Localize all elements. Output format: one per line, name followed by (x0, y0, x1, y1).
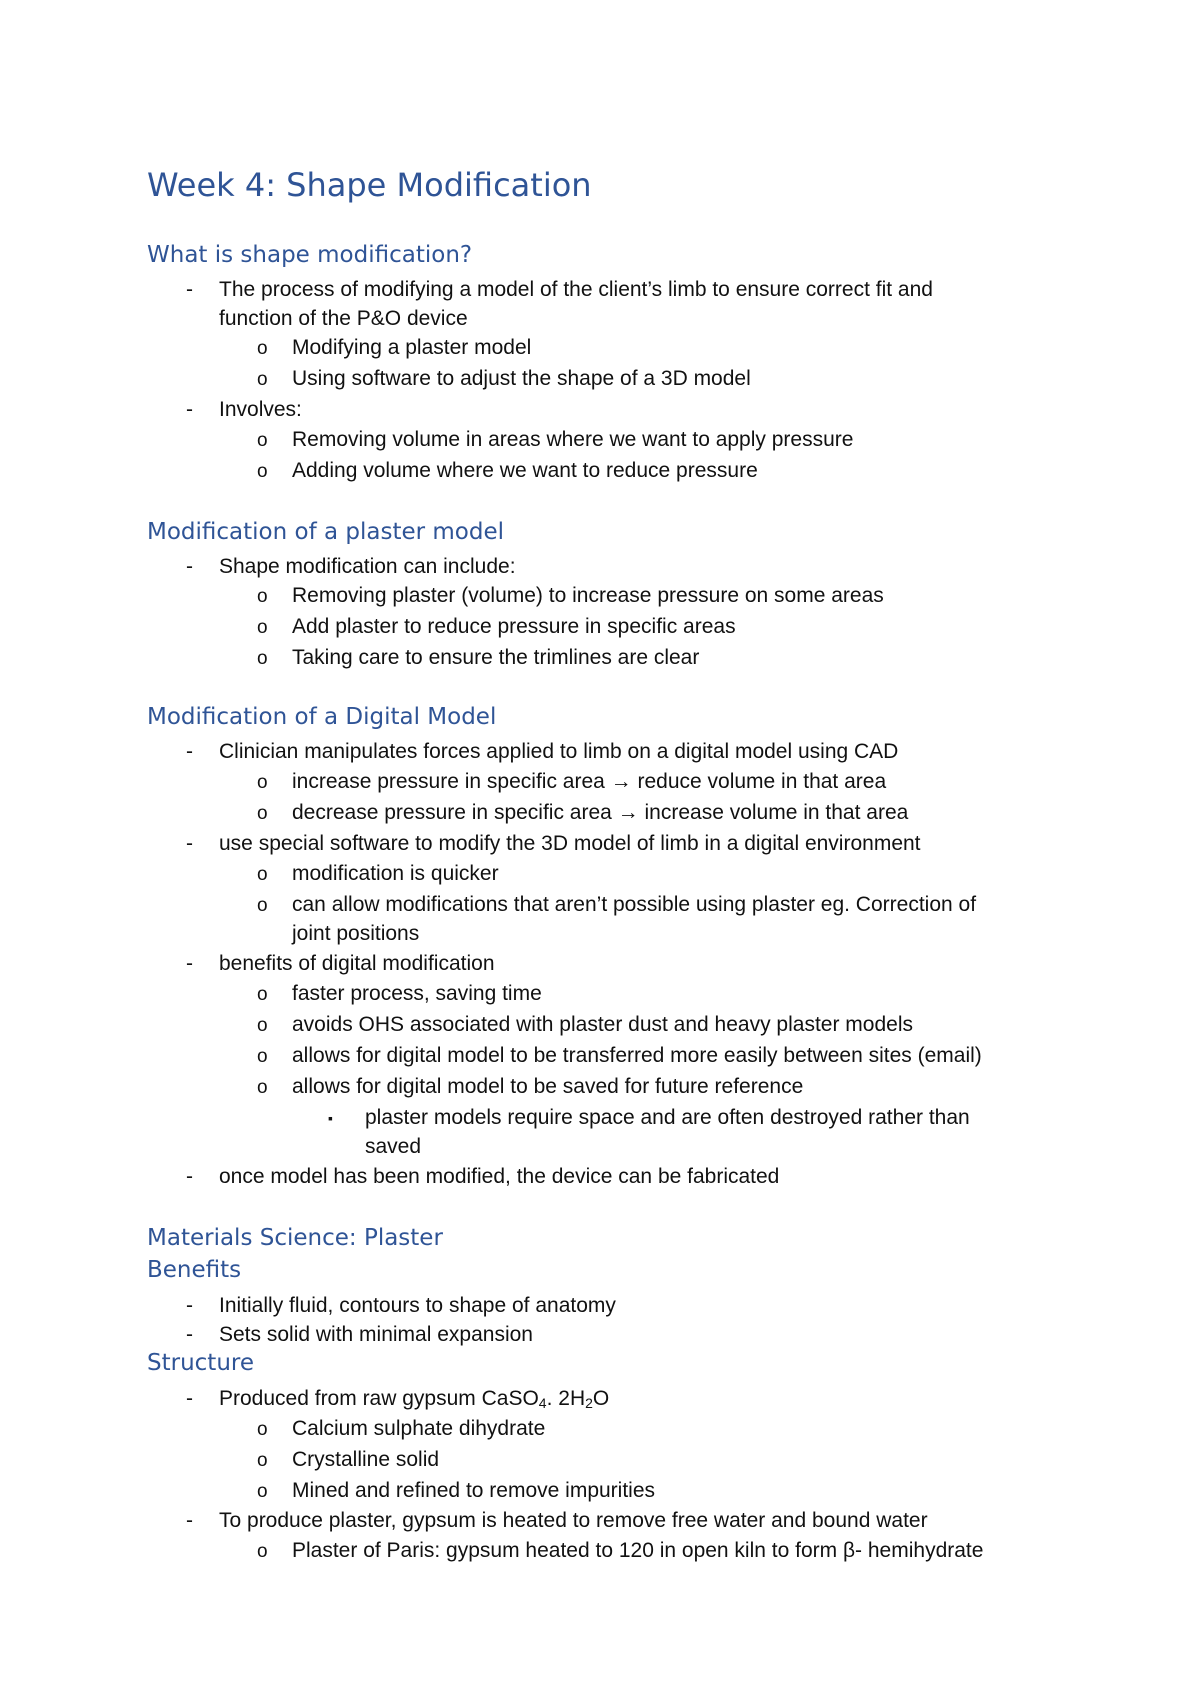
dash-bullet: - (186, 278, 193, 301)
sub-list-item: avoids OHS associated with plaster dust and heavy plaster models (292, 1013, 913, 1036)
list-item-gypsum-formula (219, 1385, 609, 1413)
circle-bullet: o (257, 338, 268, 359)
circle-bullet: o (257, 772, 268, 793)
circle-bullet: o (257, 586, 268, 607)
sub-list-item: Calcium sulphate dihydrate (292, 1417, 546, 1440)
circle-bullet: o (257, 1481, 268, 1502)
sub-list-item: Add plaster to reduce pressure in specific areas (292, 615, 736, 638)
sub-list-item: Taking care to ensure the trimlines are clear (292, 646, 700, 669)
dash-bullet: - (186, 740, 193, 763)
square-bullet: ▪ (328, 1110, 333, 1126)
sub-sub-list-item-continuation: saved (365, 1135, 422, 1158)
dash-bullet: - (186, 555, 193, 578)
subscript: 2 (585, 1395, 593, 1411)
circle-bullet: o (257, 617, 268, 638)
circle-bullet: o (257, 984, 268, 1005)
heading-structure: Structure (147, 1350, 254, 1376)
sub-list-item: can allow modifications that aren’t possible using plaster eg. Correction of (292, 893, 977, 916)
list-item: The process of modifying a model of the client’s limb to ensure correct fit and (219, 278, 933, 301)
circle-bullet: o (257, 864, 268, 885)
dash-bullet: - (186, 1165, 193, 1188)
dash-bullet: - (186, 1323, 193, 1346)
list-item: benefits of digital modification (219, 952, 495, 975)
sub-list-item: Adding volume where we want to reduce pressure (292, 459, 758, 482)
circle-bullet: o (257, 895, 268, 916)
list-item: Clinician manipulates forces applied to limb on a digital model using CAD (219, 740, 899, 763)
sub-list-item: Removing plaster (volume) to increase pressure on some areas (292, 584, 884, 607)
circle-bullet: o (257, 369, 268, 390)
sub-list-item: modification is quicker (292, 862, 499, 885)
heading-modification-digital-model: Modification of a Digital Model (147, 704, 497, 730)
sub-list-item: increase pressure in specific area → reduce volume in that area (292, 770, 887, 793)
list-item: Involves: (219, 398, 302, 421)
formula-text: O (592, 1387, 610, 1410)
sub-list-item: Mined and refined to remove impurities (292, 1479, 656, 1502)
list-item: once model has been modified, the device can be fabricated (219, 1165, 780, 1188)
formula-text: . 2H (546, 1387, 586, 1410)
sub-list-item: faster process, saving time (292, 982, 542, 1005)
heading-modification-plaster-model: Modification of a plaster model (147, 519, 505, 545)
sub-list-item-continuation: joint positions (292, 922, 420, 945)
dash-bullet: - (186, 1387, 193, 1410)
sub-list-item: Plaster of Paris: gypsum heated to 120 in open kiln to form β- hemihydrate (292, 1539, 984, 1562)
circle-bullet: o (257, 1015, 268, 1036)
circle-bullet: o (257, 1419, 268, 1440)
list-item: use special software to modify the 3D model of limb in a digital environment (219, 832, 921, 855)
sub-list-item: allows for digital model to be transferred more easily between sites (email) (292, 1044, 982, 1067)
dash-bullet: - (186, 1509, 193, 1532)
circle-bullet: o (257, 1541, 268, 1562)
sub-list-item: Using software to adjust the shape of a 3D model (292, 367, 751, 390)
sub-list-item: decrease pressure in specific area → increase volume in that area (292, 801, 909, 824)
dash-bullet: - (186, 952, 193, 975)
circle-bullet: o (257, 803, 268, 824)
heading-what-is-shape-modification: What is shape modification? (147, 242, 473, 268)
sub-list-item: Crystalline solid (292, 1448, 440, 1471)
circle-bullet: o (257, 1450, 268, 1471)
circle-bullet: o (257, 1046, 268, 1067)
circle-bullet: o (257, 461, 268, 482)
list-item: Shape modification can include: (219, 555, 516, 578)
sub-sub-list-item: plaster models require space and are often destroyed rather than (365, 1106, 970, 1129)
circle-bullet: o (257, 648, 268, 669)
list-item: Sets solid with minimal expansion (219, 1323, 533, 1346)
sub-list-item: Removing volume in areas where we want to apply pressure (292, 428, 854, 451)
list-item: Initially fluid, contours to shape of anatomy (219, 1294, 616, 1317)
list-item: To produce plaster, gypsum is heated to remove free water and bound water (219, 1509, 928, 1532)
heading-materials-science-plaster: Materials Science: Plaster (147, 1225, 443, 1251)
formula-text: Produced from raw gypsum CaSO (219, 1387, 539, 1410)
circle-bullet: o (257, 1077, 268, 1098)
sub-list-item: Modifying a plaster model (292, 336, 532, 359)
heading-benefits: Benefits (147, 1257, 242, 1283)
sub-list-item: allows for digital model to be saved for future reference (292, 1075, 804, 1098)
dash-bullet: - (186, 1294, 193, 1317)
subscript: 4 (538, 1395, 547, 1411)
list-item-continuation: function of the P&O device (219, 307, 468, 330)
dash-bullet: - (186, 832, 193, 855)
circle-bullet: o (257, 430, 268, 451)
dash-bullet: - (186, 398, 193, 421)
page-title: Week 4: Shape Modification (147, 166, 592, 204)
